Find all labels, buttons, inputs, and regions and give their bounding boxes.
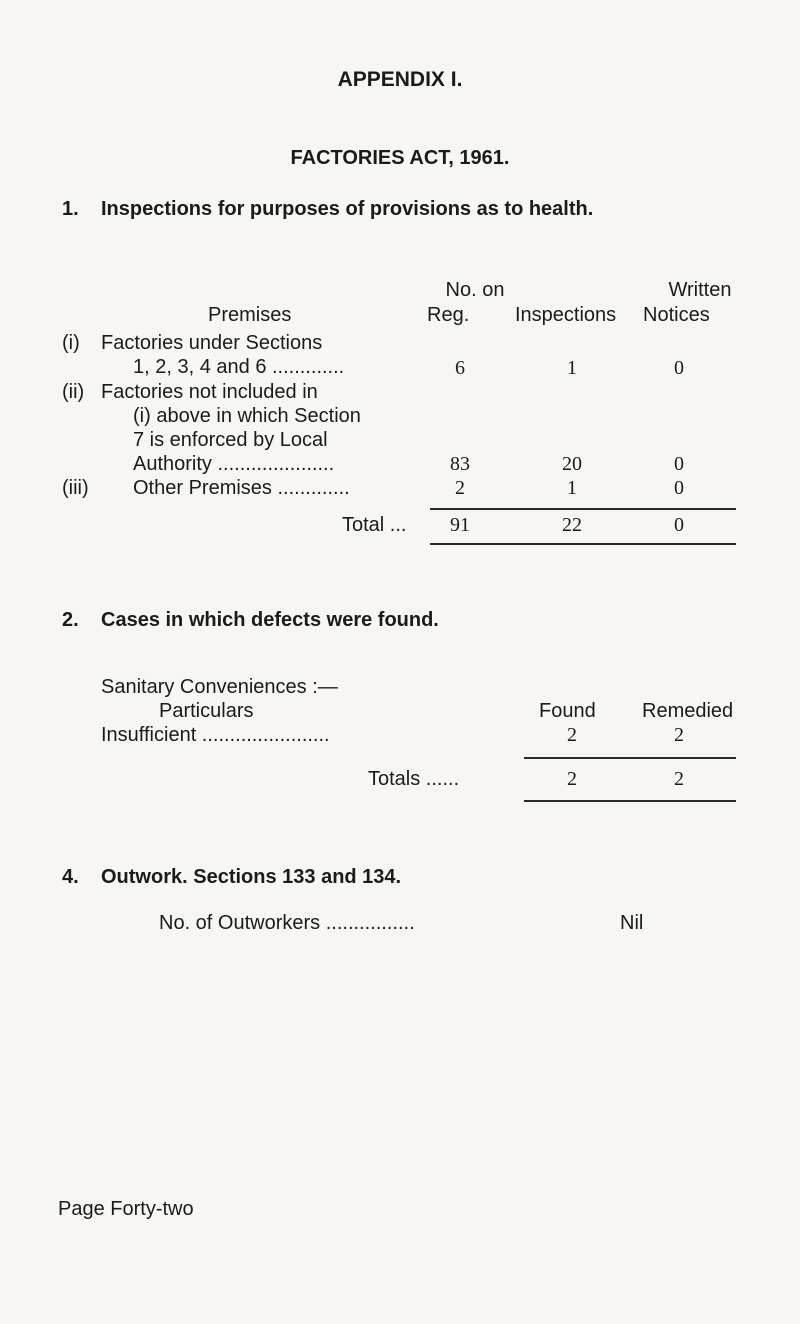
section2-number: 2.: [62, 609, 79, 631]
row-reg-value: 2: [455, 477, 465, 499]
page-footer: Page Forty-two: [58, 1198, 194, 1220]
col-reg-bottom: Reg.: [427, 304, 470, 326]
insufficient-found: 2: [567, 724, 577, 746]
totals-rule-top: [524, 757, 736, 759]
total-notices: 0: [674, 514, 684, 536]
row-inspections-value: 1: [567, 477, 577, 499]
totals-label: Totals ......: [368, 768, 460, 790]
section2-heading: Cases in which defects were found.: [101, 609, 439, 631]
col-premises: Premises: [208, 304, 292, 326]
row-text-line: Authority .....................: [133, 453, 335, 475]
section1-heading: Inspections for purposes of provisions as to health.: [101, 198, 594, 220]
col-particulars: Particulars: [159, 700, 254, 722]
total-label: Total ...: [342, 514, 407, 536]
total-reg: 91: [450, 514, 470, 536]
col-inspections: Inspections: [515, 304, 617, 326]
row-text-line: Factories not included in: [101, 381, 318, 403]
insufficient-remedied: 2: [674, 724, 684, 746]
col-remedied: Remedied: [642, 700, 734, 722]
total-rule-bottom: [430, 543, 736, 545]
row-roman: (iii): [62, 477, 89, 499]
row-text-line: 1, 2, 3, 4 and 6 .............: [133, 356, 345, 378]
row-reg-value: 83: [450, 453, 470, 475]
row-notices-value: 0: [674, 453, 684, 475]
row-text-line: (i) above in which Section: [133, 405, 361, 427]
section4-number: 4.: [62, 866, 79, 888]
row-roman: (i): [62, 332, 80, 354]
col-notices-top: Written: [668, 279, 732, 301]
section1-number: 1.: [62, 198, 79, 220]
row-notices-value: 0: [674, 477, 684, 499]
totals-found: 2: [567, 768, 577, 790]
totals-rule-bottom: [524, 800, 736, 802]
row-text-line: Other Premises .............: [133, 477, 350, 499]
outworkers-label: No. of Outworkers ................: [159, 912, 415, 934]
col-found: Found: [539, 700, 596, 722]
section2-subheading: Sanitary Conveniences :—: [101, 676, 338, 698]
row-reg-value: 6: [455, 357, 465, 379]
total-inspections: 22: [562, 514, 582, 536]
row-text-line: Factories under Sections: [101, 332, 323, 354]
totals-remedied: 2: [674, 768, 684, 790]
act-title: FACTORIES ACT, 1961.: [290, 147, 510, 169]
insufficient-label: Insufficient .......................: [101, 724, 330, 746]
row-notices-value: 0: [674, 357, 684, 379]
row-inspections-value: 1: [567, 357, 577, 379]
section4-heading: Outwork. Sections 133 and 134.: [101, 866, 402, 888]
row-inspections-value: 20: [562, 453, 582, 475]
row-roman: (ii): [62, 381, 85, 403]
col-reg-top: No. on: [445, 279, 505, 301]
appendix-title: APPENDIX I.: [337, 68, 463, 91]
col-notices-bottom: Notices: [643, 304, 710, 326]
total-rule-top: [430, 508, 736, 510]
outworkers-value: Nil: [620, 912, 644, 934]
row-text-line: 7 is enforced by Local: [133, 429, 328, 451]
